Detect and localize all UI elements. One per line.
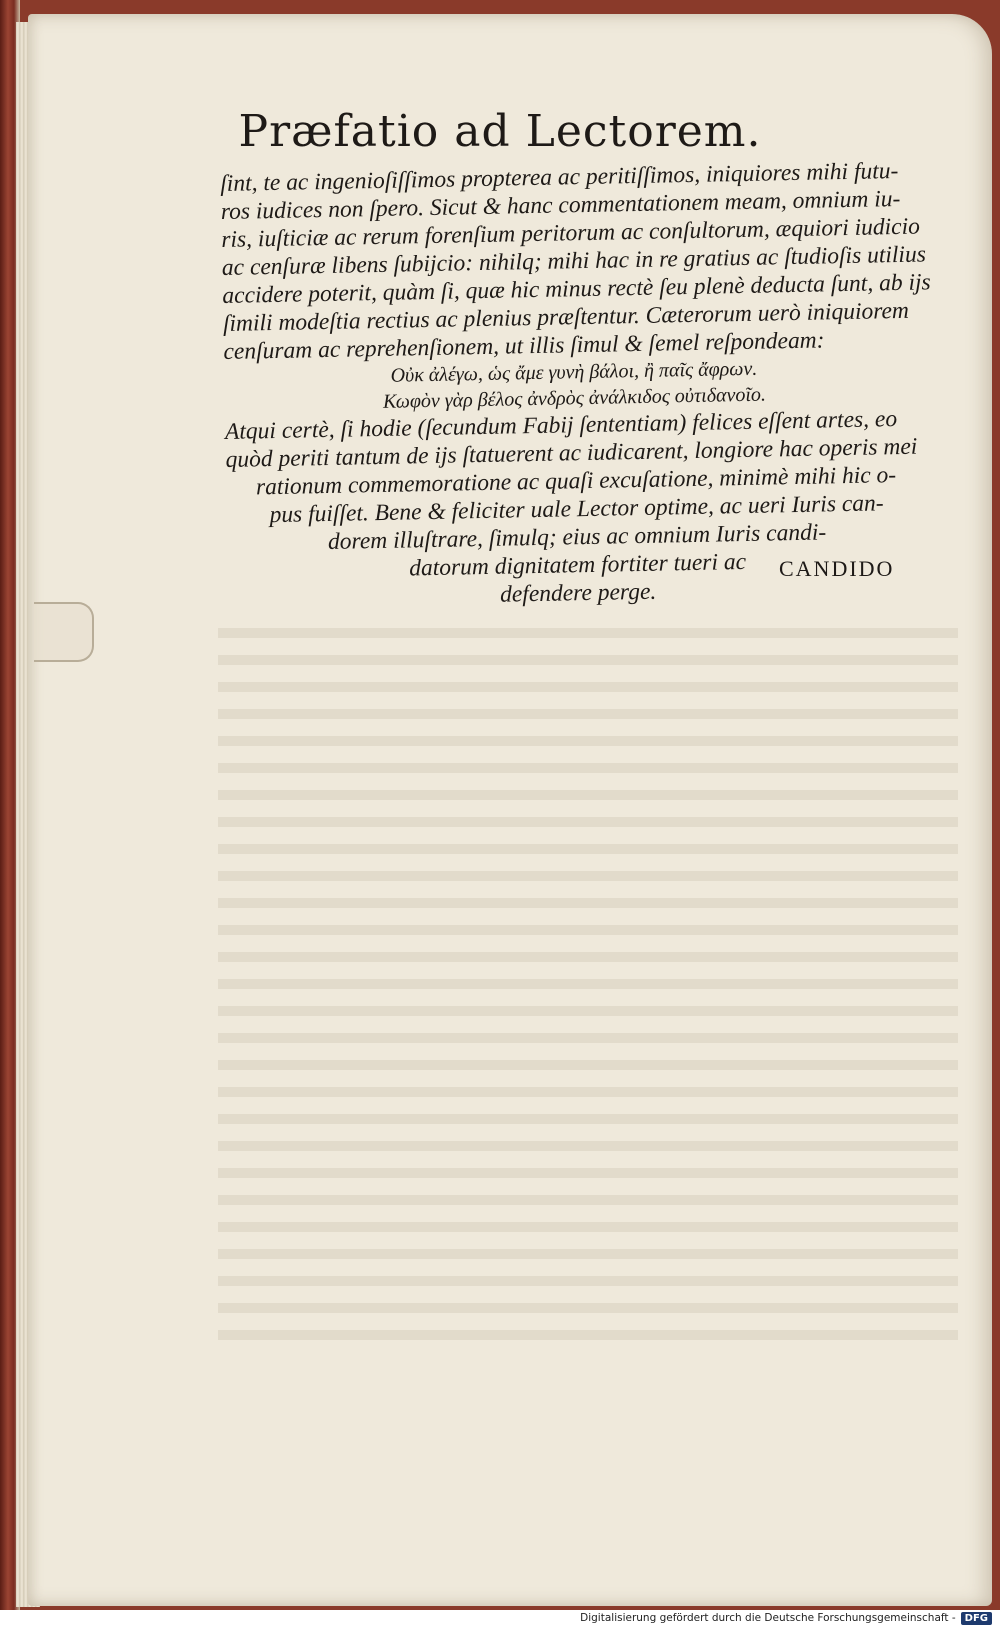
text-line: cenſuram ac reprehenſionem, ut illis ſimul & ſemel reſpondeam: [223,327,825,365]
text-line: dorem illuſtrare, ſimulq; eius ac omnium Iuris candi- [327,519,827,555]
text-line: ros iudices non ſpero. Sicut & hanc commentationem meam, omnium iu- [220,185,901,225]
catchword: CANDIDO [779,556,895,581]
text-line: ſimili modeſtia rectius ac plenius præſtentur. Cæterorum uerò iniquiorem [222,297,910,337]
body-text [220,157,931,614]
text-line: defendere perge. [499,578,657,608]
digitization-footer [580,1608,992,1628]
page-heading: Præfatio ad Lectorem. [238,106,762,157]
bleed-through-text [218,614,958,1354]
text-line: datorum dignitatem fortiter tueri ac [409,548,747,582]
text-line: quòd periti tantum de ijs ſtatuerent ac iudicarent, longiore hac operis mei [225,433,918,473]
text-line: rationum commemoratione ac quaſi excuſatione, minimè mihi hic o- [255,462,897,501]
greek-verse: Οὐκ ἀλέγω, ὡς ἄμε γυνὴ βάλοι, ἢ παῖς ἄφρων. [390,357,758,387]
text-line: ſint, te ac ingenioſiſſimos propterea ac peritiſſimos, iniquiores mihi futu- [220,157,899,197]
text-line: pus fuiſſet. Bene & feliciter uale Lector optime, ac ueri Iuris can- [269,490,884,529]
text-line: accidere poterit, quàm ſi, quæ hic minus rectè ſeu plenè deducta ſunt, ab ijs [222,269,931,309]
greek-verse: Κωφὸν γὰρ βέλος ἀνδρὸς ἀνάλκιδος οὐτιδανοῖο. [382,383,767,413]
footer-text: Digitalisierung gefördert durch die Deutsche Forschungsgemeinschaft - [580,1612,956,1624]
text-line: ris, iuſticiæ ac rerum forenſium peritorum ac conſultorum, æquiori iudicio [221,213,921,253]
dfg-logo: DFG [961,1612,992,1625]
text-line: ac cenſuræ libens ſubijcio: nihilq; mihi hac in re gratius ac ſtudioſis utilius [221,241,927,281]
text-line: Atqui certè, ſi hodie (ſecundum Fabij ſententiam) felices eſſent artes, eo [224,406,898,445]
page-tab-marker [34,602,94,662]
